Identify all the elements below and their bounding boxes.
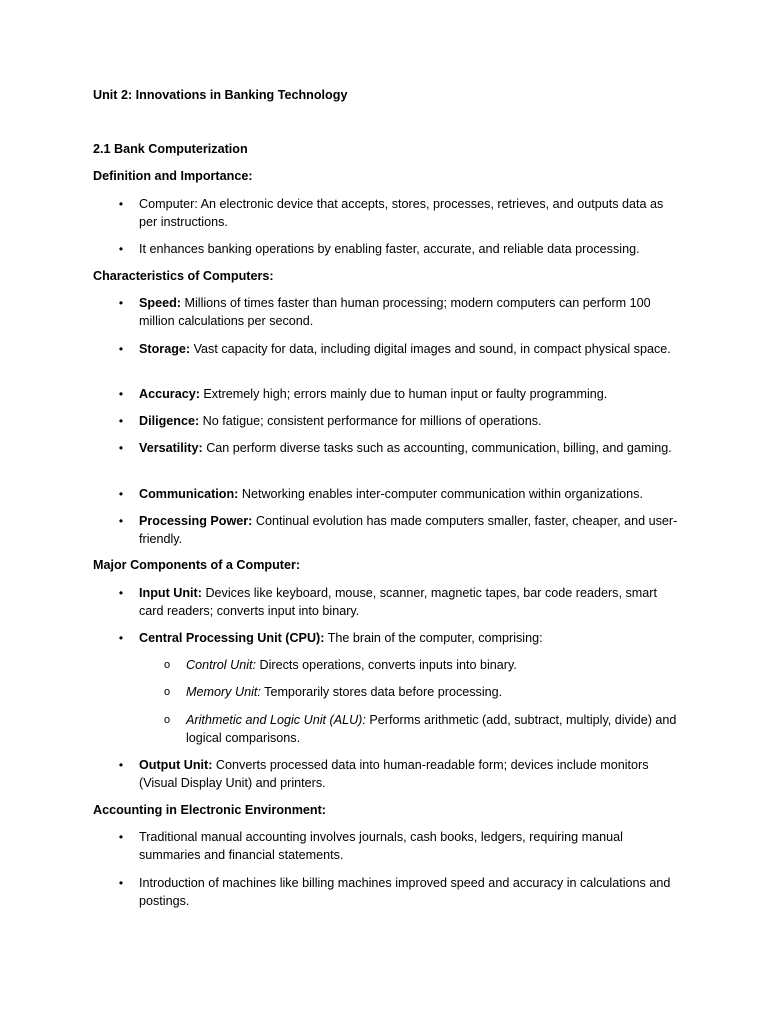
circle-bullet-icon: o (163, 659, 171, 671)
item-description: No fatigue; consistent performance for millions of operations. (199, 414, 542, 428)
characteristics-heading: Characteristics of Computers: (93, 269, 274, 283)
item-label: Processing Power: (139, 514, 253, 528)
list-item-text: Introduction of machines like billing machines improved speed and accuracy in calculations and postings. (139, 876, 671, 908)
bullet-icon: • (118, 586, 124, 600)
section-title: 2.1 Bank Computerization (93, 142, 248, 156)
bullet-icon: • (118, 242, 124, 256)
list-item-text: Traditional manual accounting involves journals, cash books, ledgers, requiring manual summaries and financial statements. (139, 830, 623, 862)
bullet-icon: • (118, 758, 124, 772)
item-description: Extremely high; errors mainly due to human input or faulty programming. (199, 387, 608, 401)
components-heading: Major Components of a Computer: (93, 558, 301, 572)
definition-heading: Definition and Importance: (93, 169, 253, 183)
list-item-text (139, 585, 679, 620)
item-label: Memory Unit: (186, 685, 261, 699)
circle-bullet-icon: o (163, 686, 171, 698)
accounting-heading: Accounting in Electronic Environment: (93, 803, 327, 817)
bullet-icon: • (118, 197, 124, 211)
list-item-text (139, 440, 679, 458)
sub-list-item-text (186, 684, 678, 702)
bullet-icon: • (118, 296, 124, 310)
item-description: Millions of times faster than human processing; modern computers can perform 100 million calculations per second. (139, 296, 651, 328)
unit-title: Unit 2: Innovations in Banking Technology (93, 88, 348, 102)
item-label: Input Unit: (139, 586, 202, 600)
circle-bullet-icon: o (163, 714, 171, 726)
item-label: Central Processing Unit (CPU): (139, 631, 325, 645)
list-item-text (139, 757, 679, 792)
list-item-text (139, 386, 679, 404)
item-label: Speed: (139, 296, 181, 310)
list-item-text: Computer: An electronic device that accepts, stores, processes, retrieves, and outputs data as per instructions. (139, 197, 664, 229)
item-description: Converts processed data into human-readable form; devices include monitors (Visual Display Unit) and printers. (139, 758, 649, 790)
item-label: Communication: (139, 487, 239, 501)
sub-list-item-text (186, 712, 678, 747)
list-item-text (139, 413, 679, 431)
item-description: Networking enables inter-computer communication within organizations. (238, 487, 643, 501)
list-item-text (139, 486, 679, 504)
item-label: Diligence: (139, 414, 200, 428)
bullet-icon: • (118, 830, 124, 844)
bullet-icon: • (118, 487, 124, 501)
bullet-icon: • (118, 514, 124, 528)
item-label: Storage: (139, 342, 191, 356)
list-item-text (139, 630, 679, 648)
item-description: Vast capacity for data, including digital images and sound, in compact physical space. (190, 342, 671, 356)
bullet-icon: • (118, 631, 124, 645)
item-label: Arithmetic and Logic Unit (ALU): (186, 713, 366, 727)
bullet-icon: • (118, 414, 124, 428)
item-description: Continual evolution has made computers smaller, faster, cheaper, and user-friendly. (139, 514, 678, 546)
list-item-text: It enhances banking operations by enabling faster, accurate, and reliable data processing. (139, 242, 640, 256)
bullet-icon: • (118, 441, 124, 455)
item-description: Devices like keyboard, mouse, scanner, magnetic tapes, bar code readers, smart card readers; converts input into binary. (139, 586, 657, 618)
item-label: Accuracy: (139, 387, 200, 401)
item-label: Versatility: (139, 441, 203, 455)
sub-list-item-text (186, 657, 678, 675)
item-description: Temporarily stores data before processing. (260, 685, 503, 699)
list-item-text (139, 341, 679, 359)
list-item-text (139, 295, 679, 330)
item-label: Output Unit: (139, 758, 213, 772)
list-item-text (139, 513, 679, 548)
bullet-icon: • (118, 876, 124, 890)
bullet-icon: • (118, 387, 124, 401)
item-description: The brain of the computer, comprising: (324, 631, 543, 645)
item-label: Control Unit: (186, 658, 256, 672)
item-description: Directs operations, converts inputs into binary. (256, 658, 517, 672)
bullet-icon: • (118, 342, 124, 356)
item-description: Performs arithmetic (add, subtract, multiply, divide) and logical comparisons. (186, 713, 677, 745)
item-description: Can perform diverse tasks such as accounting, communication, billing, and gaming. (202, 441, 672, 455)
